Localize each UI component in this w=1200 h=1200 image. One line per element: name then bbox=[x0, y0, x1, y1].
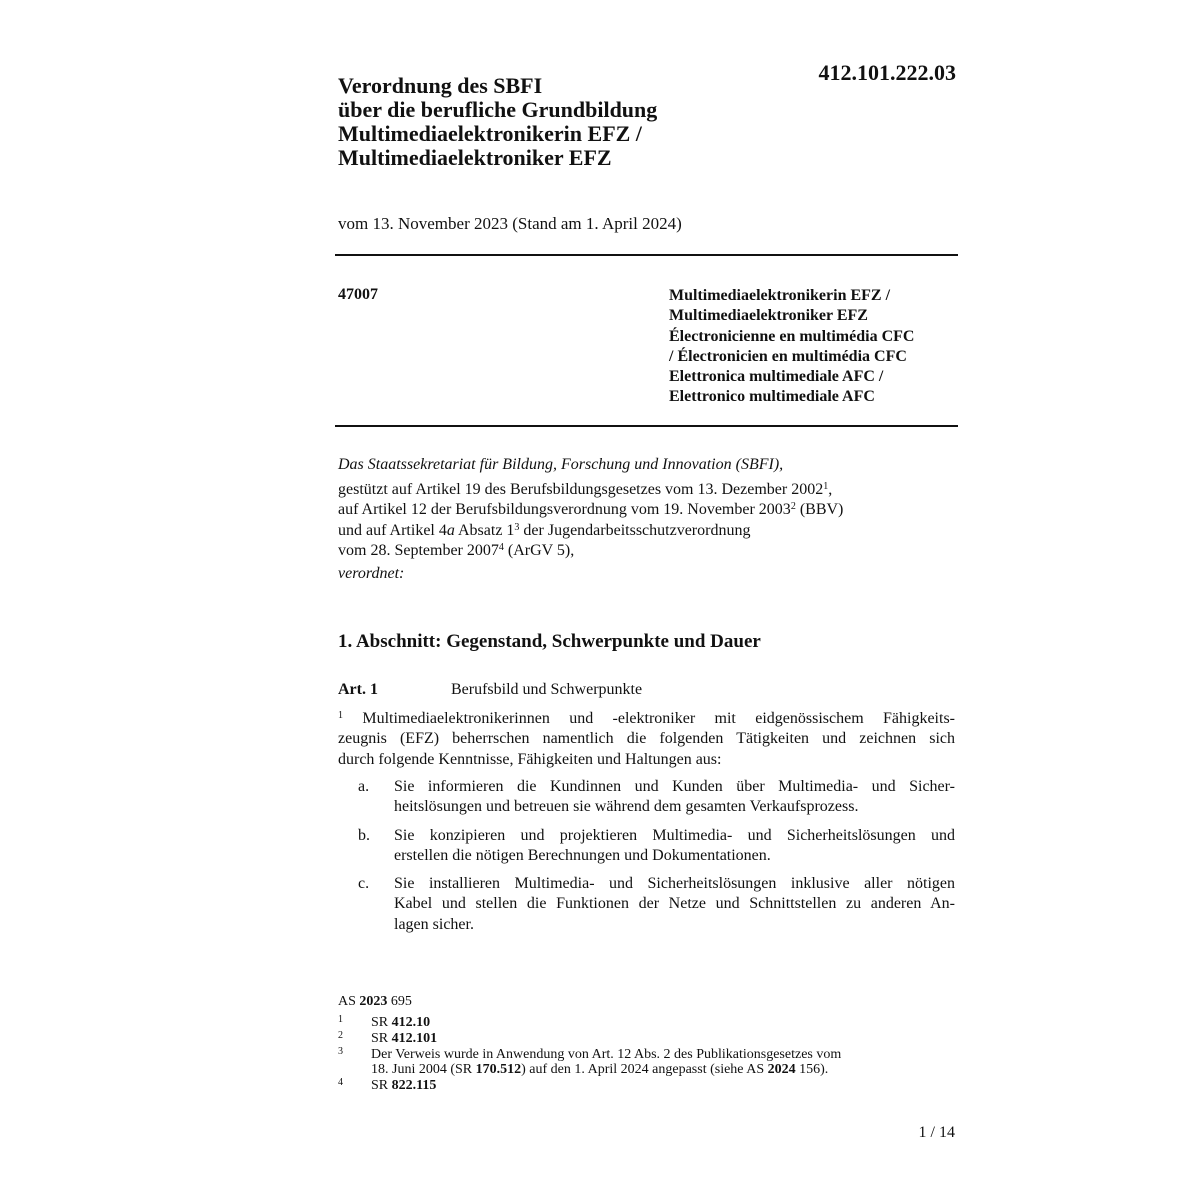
section-heading: 1. Abschnitt: Gegenstand, Schwerpunkte und Dauer bbox=[338, 631, 761, 652]
footnote-fragment: 18. Juni 2004 (SR bbox=[371, 1062, 476, 1078]
footnote bbox=[338, 1078, 958, 1094]
footnote-text bbox=[371, 1031, 958, 1047]
profession-name: Elettronico multimediale AFC bbox=[669, 388, 875, 406]
as-prefix: AS bbox=[338, 994, 360, 1009]
footnotes bbox=[338, 1015, 958, 1094]
list-item-line: Sie informieren die Kundinnen und Kunden über Multimedia- und Sicher- bbox=[394, 778, 955, 795]
profession-code: 47007 bbox=[338, 286, 378, 303]
preamble-line bbox=[338, 541, 958, 562]
list-item-line: Sie konzipieren und projektieren Multimedia- und Sicherheitslösungen und bbox=[394, 826, 955, 844]
list-item-line: erstellen die nötigen Berechnungen und Dokumentationen. bbox=[394, 846, 771, 864]
footnote-prefix: SR bbox=[371, 1030, 392, 1046]
preamble-text: (ArGV 5), bbox=[503, 542, 575, 559]
preamble-text: gestützt auf Artikel 19 des Berufsbildungsgesetzes vom 13. Dezember 2002 bbox=[338, 480, 824, 498]
preamble-text: vom 28. September 2007 bbox=[338, 542, 499, 559]
preamble-text: (BBV) bbox=[795, 501, 844, 518]
preamble-text: auf Artikel 12 der Berufsbildungsverordnung vom 19. November 2003 bbox=[338, 501, 791, 518]
divider-top bbox=[335, 254, 958, 256]
preamble-text: und auf Artikel 4 bbox=[338, 521, 447, 539]
title-line: Multimediaelektronikerin EFZ / bbox=[338, 121, 642, 146]
footnote-as-year[interactable]: 2024 bbox=[767, 1062, 796, 1078]
list-item bbox=[338, 826, 955, 867]
footnote-sr-number[interactable]: 822.115 bbox=[391, 1078, 437, 1094]
preamble-text: Absatz 1 bbox=[454, 521, 515, 539]
paragraph-line: durch folgende Kenntnisse, Fähigkeiten und Haltungen aus: bbox=[338, 750, 722, 768]
list-item-line: heitslösungen und betreuen sie während dem gesamten Verkaufsprozess. bbox=[394, 798, 859, 816]
footnote-number: 3 bbox=[338, 1045, 343, 1057]
title-line: über die berufliche Grundbildung bbox=[338, 97, 658, 122]
preamble-line bbox=[338, 521, 958, 542]
page-number: 1 / 14 bbox=[918, 1124, 955, 1141]
list-item bbox=[338, 777, 955, 818]
title-line: Multimediaelektroniker EFZ bbox=[338, 145, 612, 170]
footnote-prefix: SR bbox=[371, 1078, 392, 1094]
paragraph-line bbox=[338, 709, 955, 729]
profession-names bbox=[669, 286, 969, 408]
preamble-authority: Das Staatssekretariat für Bildung, Forschung und Innovation (SBFI), bbox=[338, 456, 784, 473]
document-title bbox=[338, 74, 768, 170]
footnote-ref[interactable]: 4 bbox=[498, 542, 504, 553]
footnote-text bbox=[371, 1078, 958, 1094]
article-paragraph bbox=[338, 709, 955, 770]
official-collection-ref bbox=[338, 994, 412, 1010]
footnote-fragment: ) auf den 1. April 2024 angepasst (siehe AS bbox=[521, 1062, 768, 1078]
preamble bbox=[338, 455, 958, 584]
list-marker: c. bbox=[358, 875, 370, 893]
as-page: 695 bbox=[387, 994, 412, 1009]
footnote-sr-number[interactable]: 170.512 bbox=[475, 1062, 522, 1078]
as-year: 2023 bbox=[359, 994, 388, 1009]
paragraph-number: 1 bbox=[338, 710, 343, 721]
list-marker: a. bbox=[358, 778, 370, 795]
preamble-text: der Jugendarbeitsschutzverordnung bbox=[519, 521, 751, 539]
preamble-line bbox=[338, 500, 958, 521]
paragraph-line: zeugnis (EFZ) beherrschen namentlich die folgenden Tätigkeiten und zeichnen sich bbox=[338, 730, 955, 748]
footnote-number: 2 bbox=[338, 1029, 343, 1041]
list-item-line: Sie installieren Multimedia- und Sicherheitslösungen inklusive aller nötigen bbox=[394, 875, 955, 893]
preamble-line bbox=[338, 480, 958, 501]
preamble-decree: verordnet: bbox=[338, 564, 405, 582]
paragraph-text: Multimediaelektronikerinnen und -elektroniker mit eidgenössischem Fähigkeits- bbox=[343, 710, 955, 727]
footnote-number: 1 bbox=[338, 1014, 343, 1025]
profession-name: / Électronicien en multimédia CFC bbox=[669, 347, 907, 365]
footnote-text: Der Verweis wurde in Anwendung von Art. 12 Abs. 2 des Publikationsgesetzes vom bbox=[371, 1046, 842, 1062]
footnote-text bbox=[371, 1015, 958, 1031]
footnote-fragment: 156). bbox=[795, 1062, 829, 1078]
footnote-prefix: SR bbox=[371, 1015, 392, 1030]
footnote bbox=[338, 1031, 958, 1047]
article-list bbox=[338, 777, 955, 943]
sr-number: 412.101.222.03 bbox=[818, 60, 956, 85]
profession-name: Multimediaelektronikerin EFZ / bbox=[669, 287, 891, 304]
preamble-text: , bbox=[828, 480, 833, 498]
footnote-sr-number[interactable]: 412.10 bbox=[391, 1015, 431, 1030]
list-marker: b. bbox=[358, 826, 370, 844]
divider-bottom bbox=[335, 425, 958, 427]
footnote-text bbox=[371, 1062, 958, 1078]
article-title: Berufsbild und Schwerpunkte bbox=[451, 681, 643, 698]
footnote-sr-number[interactable]: 412.101 bbox=[391, 1030, 438, 1046]
profession-name: Elettronica multimediale AFC / bbox=[669, 368, 884, 386]
article-heading bbox=[338, 681, 642, 699]
list-item-line: Kabel und stellen die Funktionen der Netze und Schnittstellen zu anderen An- bbox=[394, 895, 955, 913]
profession-name: Multimediaelektroniker EFZ bbox=[669, 307, 868, 325]
list-item bbox=[338, 874, 955, 935]
list-item-line: lagen sicher. bbox=[394, 915, 474, 933]
article-number: Art. 1 bbox=[338, 681, 378, 698]
preamble-text-italic: a bbox=[446, 521, 455, 539]
footnote-number: 4 bbox=[338, 1077, 343, 1089]
footnote-ref[interactable]: 1 bbox=[823, 480, 829, 492]
footnote-ref[interactable]: 2 bbox=[790, 501, 796, 512]
profession-name: Électronicienne en multimédia CFC bbox=[669, 327, 915, 345]
footnote bbox=[338, 1047, 958, 1079]
title-line: Verordnung des SBFI bbox=[338, 73, 543, 98]
date-line: vom 13. November 2023 (Stand am 1. April 2024) bbox=[338, 214, 682, 233]
footnote-ref[interactable]: 3 bbox=[514, 521, 520, 533]
footnote bbox=[338, 1015, 958, 1031]
